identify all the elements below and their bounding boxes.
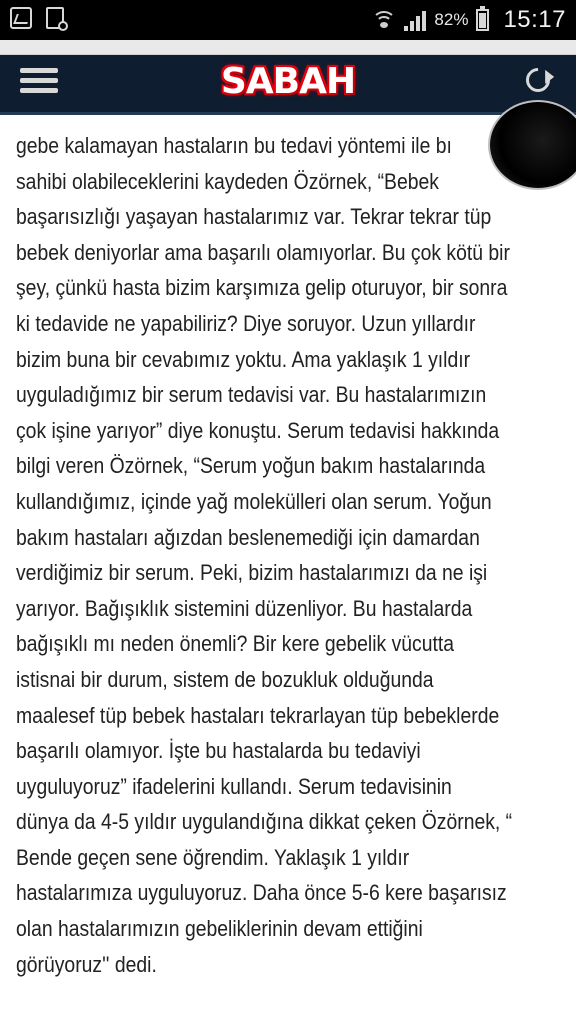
article-line: dünya da 4-5 yıldır uygulandığına dikkat çeken Özörnek, “ [16, 809, 513, 835]
article-line: sahibi olabileceklerini kaydeden Özörnek, “Bebek [16, 168, 439, 194]
refresh-icon[interactable] [521, 63, 555, 97]
article-line: çok işine yarıyor” diye konuştu. Serum tedavisi hakkında [16, 417, 500, 443]
sabah-logo[interactable]: SABAH [220, 61, 356, 102]
article-line: başarısızlığı yaşayan hastalarımız var. Tekrar tekrar tüp [16, 204, 492, 230]
article-line: görüyoruz'' dedi. [16, 951, 157, 977]
menu-icon[interactable] [20, 68, 58, 100]
article-line: istisnai bir durum, sistem de bozukluk olduğunda [16, 666, 434, 692]
article-line: hastalarımıza uyguluyoruz. Daha önce 5-6 kere başarısız [16, 880, 507, 906]
app-header [0, 55, 576, 115]
article-line: bebek deniyorlar ama başarılı olamıyorlar. Bu çok kötü bir [16, 239, 510, 265]
article-line: uyguladığımız bir serum tedavisi var. Bu hastalarımızın [16, 382, 487, 408]
article-line-cutoff [16, 118, 491, 128]
article-line: olan hastalarımızın gebeliklerinin devam ettiğini [16, 916, 423, 942]
article-line: bilgi veren Özörnek, “Serum yoğun bakım hastalarında [16, 453, 486, 479]
article-line: bizim buna bir cevabımız yoktu. Ama yaklaşık 1 yıldır [16, 346, 471, 372]
wifi-icon [372, 9, 396, 31]
signal-strength-icon [404, 9, 426, 31]
article-line: kullandığımız, içinde yağ molekülleri olan serum. Yoğun [16, 488, 492, 514]
battery-icon [476, 9, 489, 31]
article-body [16, 118, 556, 998]
article-line: verdiğimiz bir serum. Peki, bizim hastalarımızı da ne işi [16, 560, 488, 586]
article-text [16, 128, 556, 982]
status-bar [0, 0, 576, 40]
article-line: başarılı olamıyor. İşte bu hastalarda bu tedaviyi [16, 738, 421, 764]
article-line: gebe kalamayan hastaların bu tedavi yöntemi ile bı [16, 133, 452, 158]
status-separator [0, 40, 576, 55]
article-line: bakım hastaları ağızdan beslenemediği için damardan [16, 524, 480, 550]
article-line: yarıyor. Bağışıklık sistemini düzenliyor. Bu hastalarda [16, 595, 473, 621]
article-line: şey, çünkü hasta bizim karşımıza gelip oturuyor, bir sonra [16, 275, 508, 301]
notification-icons [10, 7, 64, 29]
device-notification-icon [46, 7, 64, 29]
gallery-notification-icon [10, 7, 32, 29]
article-line: bağışıklı mı neden önemli? Bir kere gebelik vücutta [16, 631, 454, 657]
system-indicators [372, 6, 566, 34]
article-line: ki tedavide ne yapabiliriz? Diye soruyor. Uzun yıllardır [16, 310, 476, 336]
article-line: uyguluyoruz” ifadelerini kullandı. Serum tedavisinin [16, 773, 452, 799]
article-line: Bende geçen sene öğrendim. Yaklaşık 1 yıldır [16, 844, 410, 870]
article-line: maalesef tüp bebek hastaları tekrarlayan tüp bebeklerde [16, 702, 500, 728]
battery-percent: 82% [434, 10, 469, 29]
clock: 15:17 [503, 6, 566, 33]
